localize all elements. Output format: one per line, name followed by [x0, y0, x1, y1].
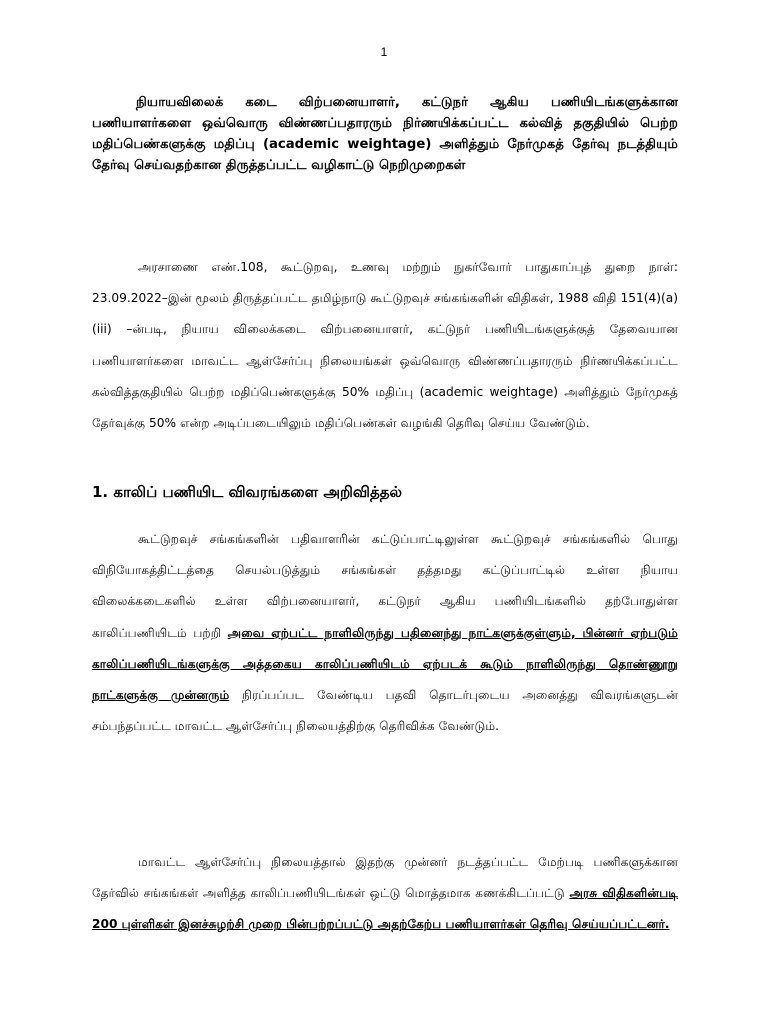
roster-paragraph	[92, 847, 678, 941]
intro-paragraph	[92, 252, 678, 439]
document-title	[92, 92, 678, 176]
section-heading: 1. காலிப் பணியிட விவரங்களை அறிவித்தல்	[92, 483, 402, 501]
vacancy-notification-paragraph	[92, 524, 678, 742]
roster-emphasis: அரசு விதிகளின்படி 200 புள்ளிகள் இனச்சுழற்சி முறை பின்பற்றப்பட்டு அதற்கேற்ப பணியாளர்கள் தெரிவு செய்யப்பட்டனர்.	[92, 886, 678, 932]
vacancy-paragraph-text-end: நிரப்பப்பட வேண்டிய பதவி தொடர்புடைய அனைத்து விவரங்களுடன் சம்பந்தப்பட்ட மாவட்ட ஆள்சேர்ப்பு நிலையத்திற்கு தெரிவிக்க வேண்டும்.	[92, 688, 678, 734]
page-number: 1	[380, 45, 388, 59]
vacancy-deadline-emphasis: அவை ஏற்பட்ட நாளிலிருந்து பதினைந்து நாட்களுக்குள்ளும், பின்னர் ஏற்படும் காலிப்பணியிடங்களுக்கு அத்தகைய காலிப்பணியிடம் ஏற்படக் கூடும் நாளிலிருந்து தொண்ணூறு நாட்களுக்கு முன்னரும்	[92, 625, 678, 703]
roster-paragraph-text: மாவட்ட ஆள்சேர்ப்பு நிலையத்தால் இதற்கு முன்னர் நடத்தப்பட்ட மேற்படி பணிகளுக்கான தேர்வில் சங்கங்கள் அளித்த காலிப்பணியிடங்கள் ஒட்டு மொத்தமாக கணக்கிடப்பட்டு	[92, 855, 678, 901]
vacancy-paragraph-text: கூட்டுறவுச் சங்கங்களின் பதிவாளரின் கட்டுப்பாட்டிலுள்ள கூட்டுறவுச் சங்கங்களில் பொது விநியோகத்திட்டத்தை செயல்படுத்தும் சங்கங்கள் தத்தமது கட்டுப்பாட்டில் உள்ள நியாய விலைக்கடைகளில் உள்ள விற்பனையாளர், கட்டுநர் ஆகிய பணியிடங்களில் தற்போதுள்ள காலிப்பணியிடம் பற்றி	[92, 532, 678, 640]
document-title-text: நியாயவிலைக் கடை விற்பனையாளர், கட்டுநர் ஆகிய பணியிடங்களுக்கான பணியாளர்களை ஒவ்வொரு விண்ணப்பதாரரும் நிர்ணயிக்கப்பட்ட கல்வித் தகுதியில் பெற்ற மதிப்பெண்களுக்கு மதிப்பு (academic weightage) அளித்தும் நேர்முகத் தேர்வு நடத்தியும் தேர்வு செய்வதற்கான திருத்தப்பட்ட வழிகாட்டு நெறிமுறைகள்	[92, 95, 678, 173]
intro-paragraph-text: அரசாணை எண்.108, கூட்டுறவு, உணவு மற்றும் நுகர்வோர் பாதுகாப்புத் துறை நாள்: 23.09.2022–இன் மூலம் திருத்தப்பட்ட தமிழ்நாடு கூட்டுறவுச் சங்கங்களின் விதிகள், 1988 விதி 151(4)(a)(iii) –ன்படி, நியாய விலைக்கடை விற்பனையாளர், கட்டுநர் பணியிடங்களுக்குத் தேவையான பணியாளர்களை மாவட்ட ஆள்சேர்ப்பு நிலையங்கள் ஒவ்வொரு விண்ணப்பதாரரும் நிர்ணயிக்கப்பட்ட கல்வித்தகுதியில் பெற்ற மதிப்பெண்களுக்கு 50% மதிப்பு (academic weightage) அளித்தும் நேர்முகத் தேர்வுக்கு 50% என்ற அடிப்படையிலும் மதிப்பெண்கள் வழங்கி தெரிவு செய்ய வேண்டும்.	[92, 260, 678, 431]
